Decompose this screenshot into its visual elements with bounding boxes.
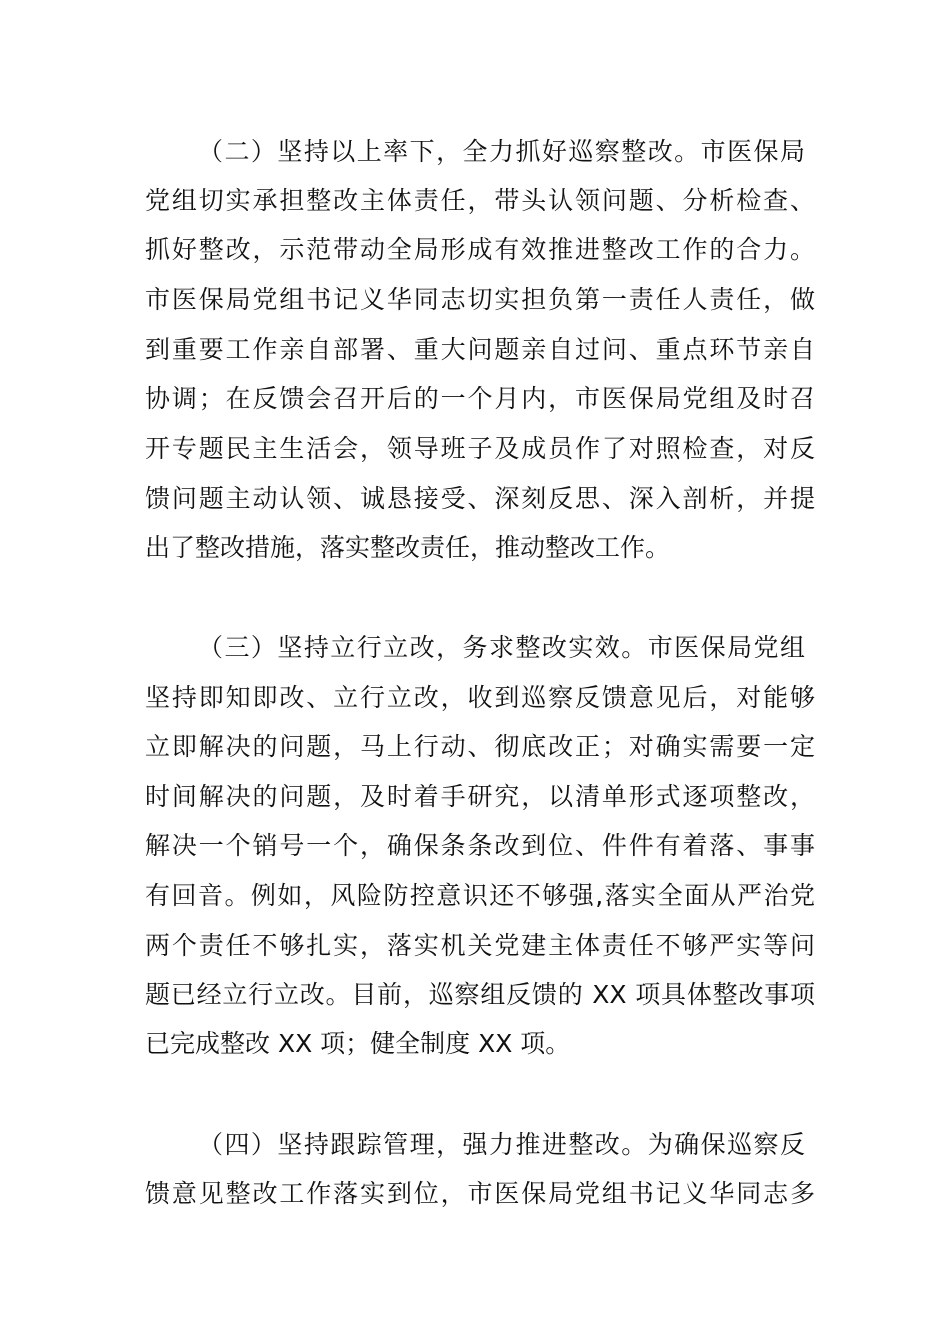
paragraph-3-line-5: 解决一个销号一个，确保条条改到位、件件有着落、事事 (145, 831, 815, 860)
paragraph-3-line-7: 两个责任不够扎实，落实机关党建主体责任不够严实等问 (145, 931, 815, 960)
paragraph-2-line-9: 出了整改措施，落实整改责任，推动整改工作。 (145, 533, 671, 562)
paragraph-2-line-2: 党组切实承担整改主体责任，带头认领问题、分析检查、 (145, 186, 815, 215)
paragraph-2-line-8: 馈问题主动认领、诚恳接受、深刻反思、深入剖析，并提 (145, 484, 815, 513)
paragraph-4-line-2: 馈意见整改工作落实到位，市医保局党组书记义华同志多 (145, 1179, 815, 1208)
paragraph-2-line-4: 市医保局党组书记义华同志切实担负第一责任人责任，做 (145, 285, 815, 314)
paragraph-3-line-2: 坚持即知即改、立行立改，收到巡察反馈意见后，对能够 (145, 683, 815, 712)
paragraph-3-line-8: 题已经立行立改。目前，巡察组反馈的 XX 项具体整改事项 (145, 980, 815, 1009)
paragraph-3-line-3: 立即解决的问题，马上行动、彻底改正；对确实需要一定 (145, 732, 815, 761)
paragraph-3-line-6: 有回音。例如，风险防控意识还不够强,落实全面从严治党 (145, 881, 815, 910)
paragraph-3-line-1: （三）坚持立行立改，务求整改实效。市医保局党组 (198, 633, 805, 662)
paragraph-4-line-1: （四）坚持跟踪管理，强力推进整改。为确保巡察反 (198, 1130, 805, 1159)
paragraph-3-line-4: 时间解决的问题，及时着手研究，以清单形式逐项整改， (145, 782, 815, 811)
paragraph-2-line-6: 协调；在反馈会召开后的一个月内，市医保局党组及时召 (145, 384, 815, 413)
paragraph-2-line-7: 开专题民主生活会，领导班子及成员作了对照检查，对反 (145, 434, 815, 463)
paragraph-3-line-9: 已完成整改 XX 项；健全制度 XX 项。 (145, 1029, 571, 1058)
paragraph-2-line-5: 到重要工作亲自部署、重大问题亲自过问、重点环节亲自 (145, 335, 815, 364)
paragraph-2-line-1: （二）坚持以上率下，全力抓好巡察整改。市医保局 (198, 137, 805, 166)
paragraph-2-line-3: 抓好整改，示范带动全局形成有效推进整改工作的合力。 (145, 235, 815, 264)
